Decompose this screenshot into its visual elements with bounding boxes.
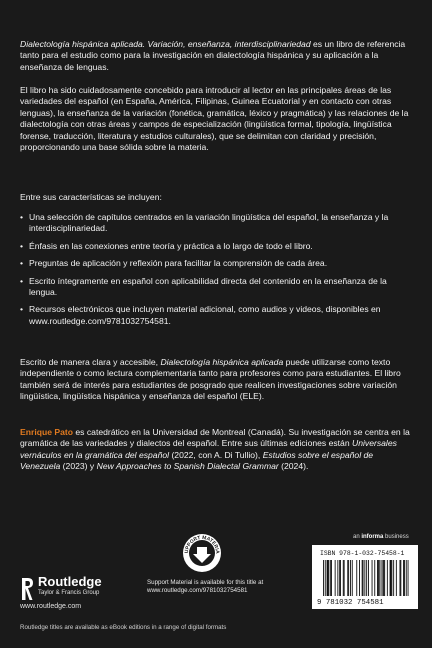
routledge-logo-icon	[20, 576, 34, 602]
barcode-bar	[406, 560, 407, 596]
barcode-digits: 9 781032 754581	[317, 599, 384, 606]
barcode-bar	[337, 560, 338, 596]
informa-brand: informa	[361, 534, 384, 540]
barcode-bar	[330, 560, 331, 596]
informa-tagline	[353, 534, 409, 540]
feature-item: • Una selección de capítulos centrados en la variación lingüística del español, la enseñanza y la interdisciplinariedad.	[20, 212, 412, 235]
barcode-bar	[325, 560, 326, 596]
support-note	[147, 579, 287, 595]
summary-book-title: Dialectología hispánica aplicada	[160, 357, 284, 367]
barcode-bar	[383, 560, 384, 596]
barcode-bar	[381, 560, 382, 596]
author-name: Enrique Pato	[20, 427, 74, 437]
informa-prefix: an	[353, 534, 362, 540]
barcode-bar	[366, 560, 367, 596]
barcode-bar	[348, 560, 349, 596]
barcode-bar	[374, 560, 375, 596]
barcode-bar	[331, 560, 332, 596]
support-material-badge-icon	[182, 533, 222, 573]
features-heading: Entre sus características se incluyen:	[20, 192, 162, 202]
support-note-line-2: www.routledge.com/9781032754581	[147, 587, 248, 594]
barcode-bar	[396, 560, 397, 596]
author-work-1: Universales vernáculos en la gramática del español	[20, 438, 397, 460]
author-work-3: New Approaches to Spanish Dialectal Grammar	[96, 461, 279, 472]
barcode-bar	[384, 560, 385, 596]
author-paragraph	[20, 427, 412, 473]
barcode-bar	[347, 560, 348, 596]
feature-item: • Recursos electrónicos que incluyen material adicional, como audios y videos, disponibles en www.routledge.com/9781032754581.	[20, 304, 412, 327]
features-list	[20, 212, 412, 333]
author-bio: es catedrático en la Universidad de Montreal (Canadá). Su investigación se centra en la gramática de las variedades y dialectos del español. Entre sus últimas ediciones están	[20, 427, 410, 449]
barcode-bar	[400, 560, 401, 596]
intro-paragraph	[20, 39, 412, 73]
publisher-url: www.routledge.com	[20, 603, 82, 610]
barcode-bar	[327, 560, 328, 596]
barcode-bar	[328, 560, 329, 596]
barcode-bar	[391, 560, 392, 596]
publisher-name: Routledge	[38, 574, 102, 589]
barcode-bar	[364, 560, 365, 596]
barcode-bar	[382, 560, 383, 596]
barcode-bar	[350, 560, 351, 596]
summary-text-2: puede utilizarse como texto independiente o como lectura complementaria tanto para profesores como para estudiantes. El libro también será de interés para estudiantes de posgrado que realicen investigaciones sobre variación lingüística, lingüística hispánica y enseñanza del español (ELE).	[20, 357, 401, 402]
author-work-2: Estudios sobre el español de Venezuela	[20, 449, 374, 472]
barcode-bar	[323, 560, 324, 596]
support-badge-text: UPPORT MATERIA	[183, 534, 221, 554]
barcode-bar	[403, 560, 404, 596]
summary-text: Escrito de manera clara y accesible,	[20, 357, 161, 367]
barcode-bar	[379, 560, 380, 596]
author-bio-3: (2023) y	[60, 461, 97, 472]
informa-suffix: business	[383, 534, 409, 540]
barcode-bar	[390, 560, 391, 596]
barcode-bar	[408, 560, 409, 596]
feature-item: • Escrito íntegramente en español con aplicabilidad directa del contenido en la enseñanza de la lengua.	[20, 276, 412, 299]
barcode-bar	[404, 560, 405, 596]
barcode-bar	[362, 560, 363, 596]
publisher-group: Taylor & Francis Group	[38, 590, 100, 596]
support-material	[145, 533, 295, 613]
author-bio-2: (2022, con A. Di Tullio),	[169, 449, 263, 460]
barcode-bar	[378, 560, 379, 596]
barcode-bar	[368, 560, 369, 596]
feature-item: • Preguntas de aplicación y reflexión para facilitar la comprensión de cada área.	[20, 258, 412, 269]
barcode-bar	[393, 560, 394, 596]
support-note-line-1: Support Material is available for this title at	[147, 579, 264, 586]
barcode-image	[316, 560, 414, 606]
barcode-bar	[377, 560, 378, 596]
barcode-bar	[343, 560, 344, 596]
barcode-bars	[323, 560, 409, 596]
barcode-bar	[372, 560, 373, 596]
isbn-text: ISBN 978-1-032-75458-1	[320, 550, 405, 557]
barcode-bar	[359, 560, 360, 596]
barcode-bar	[400, 560, 401, 596]
author-bio-4: (2024).	[278, 461, 309, 472]
summary-paragraph	[20, 357, 412, 403]
barcode-bar	[363, 560, 364, 596]
barcode-bar	[339, 560, 340, 596]
barcode-bar	[391, 560, 392, 596]
barcode-bar	[356, 560, 357, 596]
book-title: Dialectología hispánica aplicada. Variación, enseñanza, interdisciplinariedad	[20, 39, 311, 49]
barcode-bar	[340, 560, 341, 596]
barcode-bar	[344, 560, 345, 596]
intro-text: es un libro de referencia tanto para el estudio como para la investigación en dialectología hispánica y su aplicación a la enseñanza de lenguas.	[20, 39, 406, 72]
feature-item: • Énfasis en las conexiones entre teoría y práctica a lo largo de todo el libro.	[20, 241, 412, 252]
barcode-bar	[352, 560, 353, 596]
barcode	[312, 545, 418, 609]
barcode-bar	[328, 560, 329, 596]
barcode-bar	[387, 560, 388, 596]
barcode-bar	[335, 560, 336, 596]
ebook-note: Routledge titles are available as eBook editions in a range of digital formats	[20, 624, 227, 631]
description-paragraph: El libro ha sido cuidadosamente concebido para introducir al lector en las principales áreas de las variedades del español (en España, América, Filipinas, Guinea Ecuatorial y en contacto con otras lenguas), la enseñanza de la variación (fonética, gramática, léxico y pragmática) y las relaciones de la dialectología con otras áreas y campos de especialización (lingüística formal, tipología, lingüística forense, traducción, literatura y estudios culturales), que se delimitan con claridad y precisión, proporcionando una base sólida sobre la materia.	[20, 85, 409, 153]
